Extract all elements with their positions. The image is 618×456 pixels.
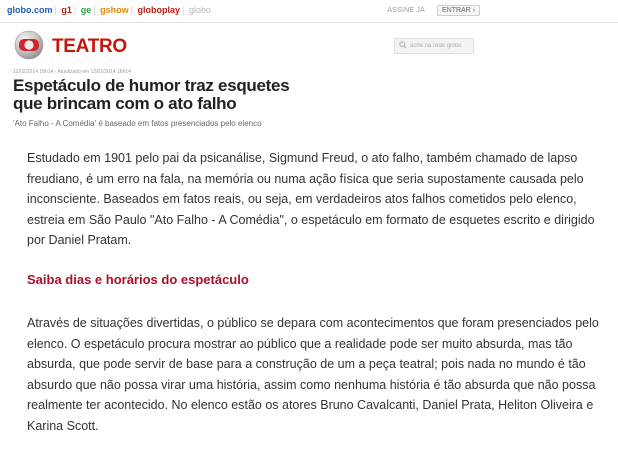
entrar-button[interactable]: ENTRAR › bbox=[437, 5, 480, 16]
separator: | bbox=[54, 5, 57, 15]
section-header bbox=[0, 23, 618, 65]
link-globo-tv[interactable]: globo bbox=[188, 5, 211, 15]
separator: | bbox=[73, 5, 77, 15]
section-title[interactable]: TEATRO bbox=[52, 36, 127, 57]
globo-top-bar bbox=[0, 0, 618, 23]
schedule-link[interactable]: Saiba dias e horários do espetáculo bbox=[27, 272, 249, 287]
globo-logo-icon[interactable] bbox=[14, 30, 44, 60]
search-input[interactable] bbox=[410, 39, 470, 53]
article-paragraph-2: Através de situações divertidas, o público se depara com acontecimentos que foram presenciados pelo elenco. O espetáculo procura mostrar ao público que a realidade pode ser muito absurda, mas tão absurda, que pode servir de base para a construção de um a peça teatral; pois nada no mundo é tão absurdo que não possa virar uma história, assim como nenhuma história é tão absurda que não possa realmente ter acontecido. No elenco estão os atores Bruno Cavalcanti, Daniel Prata, Heliton Oliveira e Karina Scott. bbox=[27, 316, 599, 433]
link-globo-com[interactable]: globo.com bbox=[7, 5, 53, 15]
account-area bbox=[387, 5, 480, 16]
link-ge[interactable]: ge bbox=[80, 5, 92, 15]
assine-link[interactable]: ASSINE JÁ bbox=[387, 7, 425, 14]
separator: | bbox=[93, 5, 96, 15]
article-subtitle: 'Ato Falho - A Comédia' é baseado em fatos presenciados pelo elenco bbox=[13, 119, 262, 128]
search-icon[interactable] bbox=[399, 41, 407, 49]
link-g1[interactable]: g1 bbox=[61, 5, 72, 15]
network-links bbox=[7, 5, 211, 15]
link-gshow[interactable]: gshow bbox=[100, 5, 129, 15]
search-box[interactable] bbox=[394, 38, 474, 54]
separator: | bbox=[130, 5, 133, 15]
article-timestamp: 12/02/2014 16h14 - Atualizado em 12/02/2014 16h14 bbox=[13, 69, 131, 75]
separator: | bbox=[181, 5, 185, 15]
link-globoplay[interactable]: globoplay bbox=[137, 5, 180, 15]
article-paragraph-1: Estudado em 1901 pelo pai da psicanálise, Sigmund Freud, o ato falho, também chamado de lapso freudiano, é um erro na fala, na memória ou numa ação física que seria supostamente causada pelo inconsciente. Baseados em fatos reais, ou seja, em verdadeiros atos falhos cometidos pelo elenco, estreia em São Paulo "Ato Falho - A Comédia", o espetáculo em formato de esquetes escrito e dirigido por Daniel Pratam. bbox=[27, 151, 595, 247]
article-headline: Espetáculo de humor traz esquetes que brincam com o ato falho bbox=[13, 76, 290, 113]
